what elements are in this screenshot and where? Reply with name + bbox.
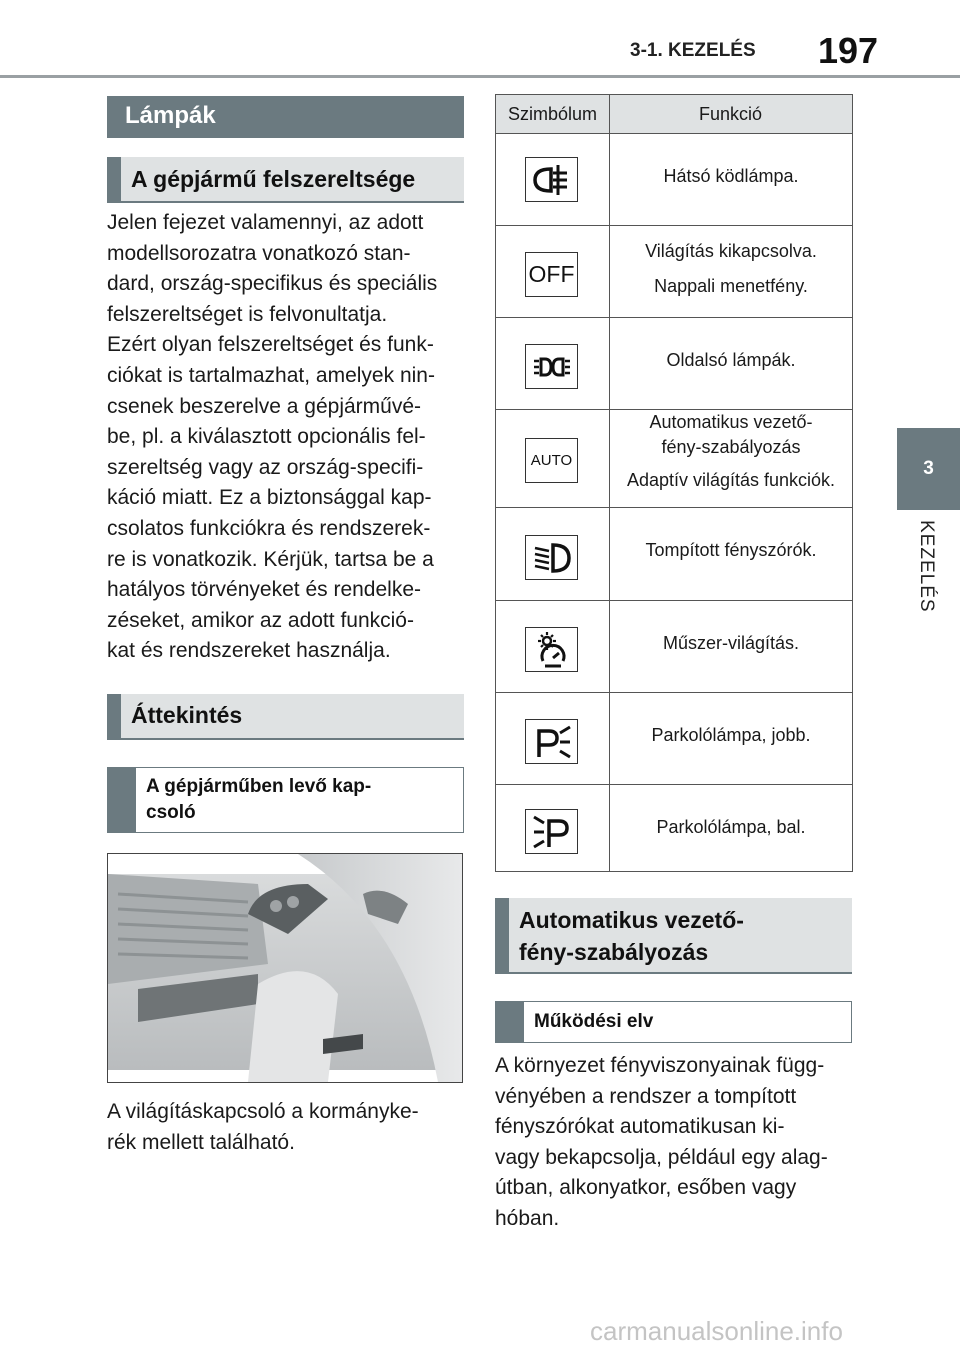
function-text: Oldalsó lámpák. <box>666 350 796 370</box>
heading-lampak: Lámpák <box>107 96 464 138</box>
heading-bar <box>107 694 121 738</box>
text-line: ciókat is tartalmazhat, amelyek nin- <box>107 363 435 387</box>
function-text: fény-szabályozás <box>661 437 801 457</box>
function-text: Nappali menetfény. <box>654 276 808 296</box>
function-text: Tompított fényszórók. <box>645 540 817 560</box>
function-cell <box>610 601 852 692</box>
symbol-cell <box>496 508 610 600</box>
mukodesi-paragraph <box>495 1051 860 1235</box>
function-text: Világítás kikapcsolva. <box>645 241 817 261</box>
text-line: útban, alkonyatkor, esőben vagy <box>495 1176 797 1200</box>
table-header <box>496 95 852 134</box>
text-line: zéseket, amikor az adott funkció- <box>107 608 414 632</box>
low-beam-icon <box>525 535 578 580</box>
function-cell <box>610 226 852 317</box>
parking-lamp-left-icon <box>525 809 578 854</box>
heading-line: Automatikus vezető- <box>519 907 744 933</box>
function-text: Parkolólámpa, jobb. <box>651 725 811 745</box>
heading-text <box>146 774 371 826</box>
heading-text: Áttekintés <box>131 702 243 728</box>
function-text: Műszer-világítás. <box>662 633 800 653</box>
text-line: fényszórókat automatikusan ki- <box>495 1115 785 1139</box>
function-cell <box>610 134 852 225</box>
auto-icon-label: AUTO <box>530 452 573 469</box>
symbol-cell <box>496 318 610 409</box>
heading-bar <box>108 768 136 832</box>
table-row <box>496 785 852 871</box>
heading-kapcsolo <box>107 767 464 833</box>
rear-fog-lamp-icon <box>525 157 578 202</box>
table-row <box>496 601 852 693</box>
chapter-label-text: KEZELÉS <box>916 520 937 613</box>
function-cell <box>610 693 852 784</box>
text-line: dard, ország-specifikus és speciális <box>107 272 438 296</box>
table-row <box>496 410 852 508</box>
heading-bar <box>496 1002 524 1042</box>
symbol-cell <box>496 693 610 784</box>
text-line: kat és rendszereket használja. <box>107 639 391 663</box>
function-cell <box>610 508 852 600</box>
symbol-cell <box>496 785 610 871</box>
text-line: modellsorozatra vonatkozó stan- <box>107 241 411 265</box>
text-line: be, pl. a kiválasztott opcionális fel- <box>107 425 426 449</box>
auto-icon <box>525 438 578 483</box>
parking-lamp-right-icon <box>525 719 578 764</box>
heading-text <box>519 904 744 968</box>
light-switch-photo <box>107 853 463 1083</box>
symbol-cell <box>496 134 610 225</box>
side-lamps-icon <box>525 344 578 389</box>
heading-line: fény-szabályozás <box>519 939 709 965</box>
off-icon-label: OFF <box>528 261 575 287</box>
off-icon <box>525 252 578 297</box>
heading-attekintes <box>107 694 464 740</box>
table-row <box>496 693 852 785</box>
text-line: hóban. <box>495 1206 560 1230</box>
function-text: Parkolólámpa, bal. <box>656 817 806 837</box>
text-line: csolatos funkciókra és rendszerek- <box>107 516 431 540</box>
table-row <box>496 226 852 318</box>
chapter-label <box>897 520 960 630</box>
symbol-table <box>495 94 853 872</box>
instrument-lighting-icon <box>525 627 578 672</box>
table-row <box>496 318 852 410</box>
intro-paragraph <box>107 208 467 667</box>
heading-automatikus <box>495 898 852 974</box>
text-line: vagy bekapcsolja, például egy alag- <box>495 1145 828 1169</box>
text-line: felszereltséget is felvonultatja. <box>107 302 388 326</box>
symbol-cell <box>496 601 610 692</box>
heading-line: A gépjárműben levő kap- <box>146 776 372 797</box>
heading-bar <box>495 898 509 972</box>
text-line: Ezért olyan felszereltséget és funk- <box>107 333 434 357</box>
header-cell-function: Funkció <box>698 103 763 124</box>
table-row <box>496 134 852 226</box>
function-text: Automatikus vezető- <box>649 412 813 432</box>
heading-bar <box>107 157 121 201</box>
heading-text: Működési elv <box>534 1011 654 1032</box>
header-divider <box>0 75 960 78</box>
heading-felszereltseg <box>107 157 464 203</box>
chapter-tab <box>897 428 960 510</box>
dashboard-illustration <box>108 854 462 1082</box>
function-text: Adaptív világítás funkciók. <box>626 470 836 490</box>
chapter-number: 3 <box>923 458 934 479</box>
text-line: csenek beszerelve a gépjárművé- <box>107 394 421 418</box>
text-line: Jelen fejezet valamennyi, az adott <box>107 211 424 234</box>
function-cell <box>610 785 852 871</box>
text-line: káció miatt. Ez a biztonsággal kap- <box>107 486 432 510</box>
text-line: A környezet fényviszonyainak függ- <box>495 1054 825 1077</box>
symbol-cell <box>496 226 610 317</box>
text-line: vényében a rendszer a tompított <box>495 1084 797 1108</box>
symbol-cell <box>496 410 610 507</box>
text-line: rék mellett található. <box>107 1130 295 1154</box>
function-text: Hátsó ködlámpa. <box>663 166 799 186</box>
photo-caption <box>107 1097 467 1158</box>
table-row <box>496 508 852 601</box>
heading-mukodesi-elv <box>495 1001 852 1043</box>
text-line: szereltség vagy az ország-specifi- <box>107 455 424 479</box>
text-line: hatályos törvényeket és rendelke- <box>107 578 422 602</box>
text-line: re is vonatkozik. Kérjük, tartsa be a <box>107 547 434 571</box>
header-cell-symbol: Szimbólum <box>496 95 610 133</box>
heading-line: csoló <box>146 802 196 823</box>
page-number: 197 <box>818 30 879 71</box>
text-line: A világításkapcsoló a kormányke- <box>107 1100 419 1123</box>
section-title: 3-1. KEZELÉS <box>630 40 756 61</box>
heading-text: A gépjármű felszereltsége <box>131 166 416 192</box>
watermark: carmanualsonline.info <box>590 1316 843 1346</box>
function-cell <box>610 410 852 507</box>
function-cell <box>610 318 852 409</box>
